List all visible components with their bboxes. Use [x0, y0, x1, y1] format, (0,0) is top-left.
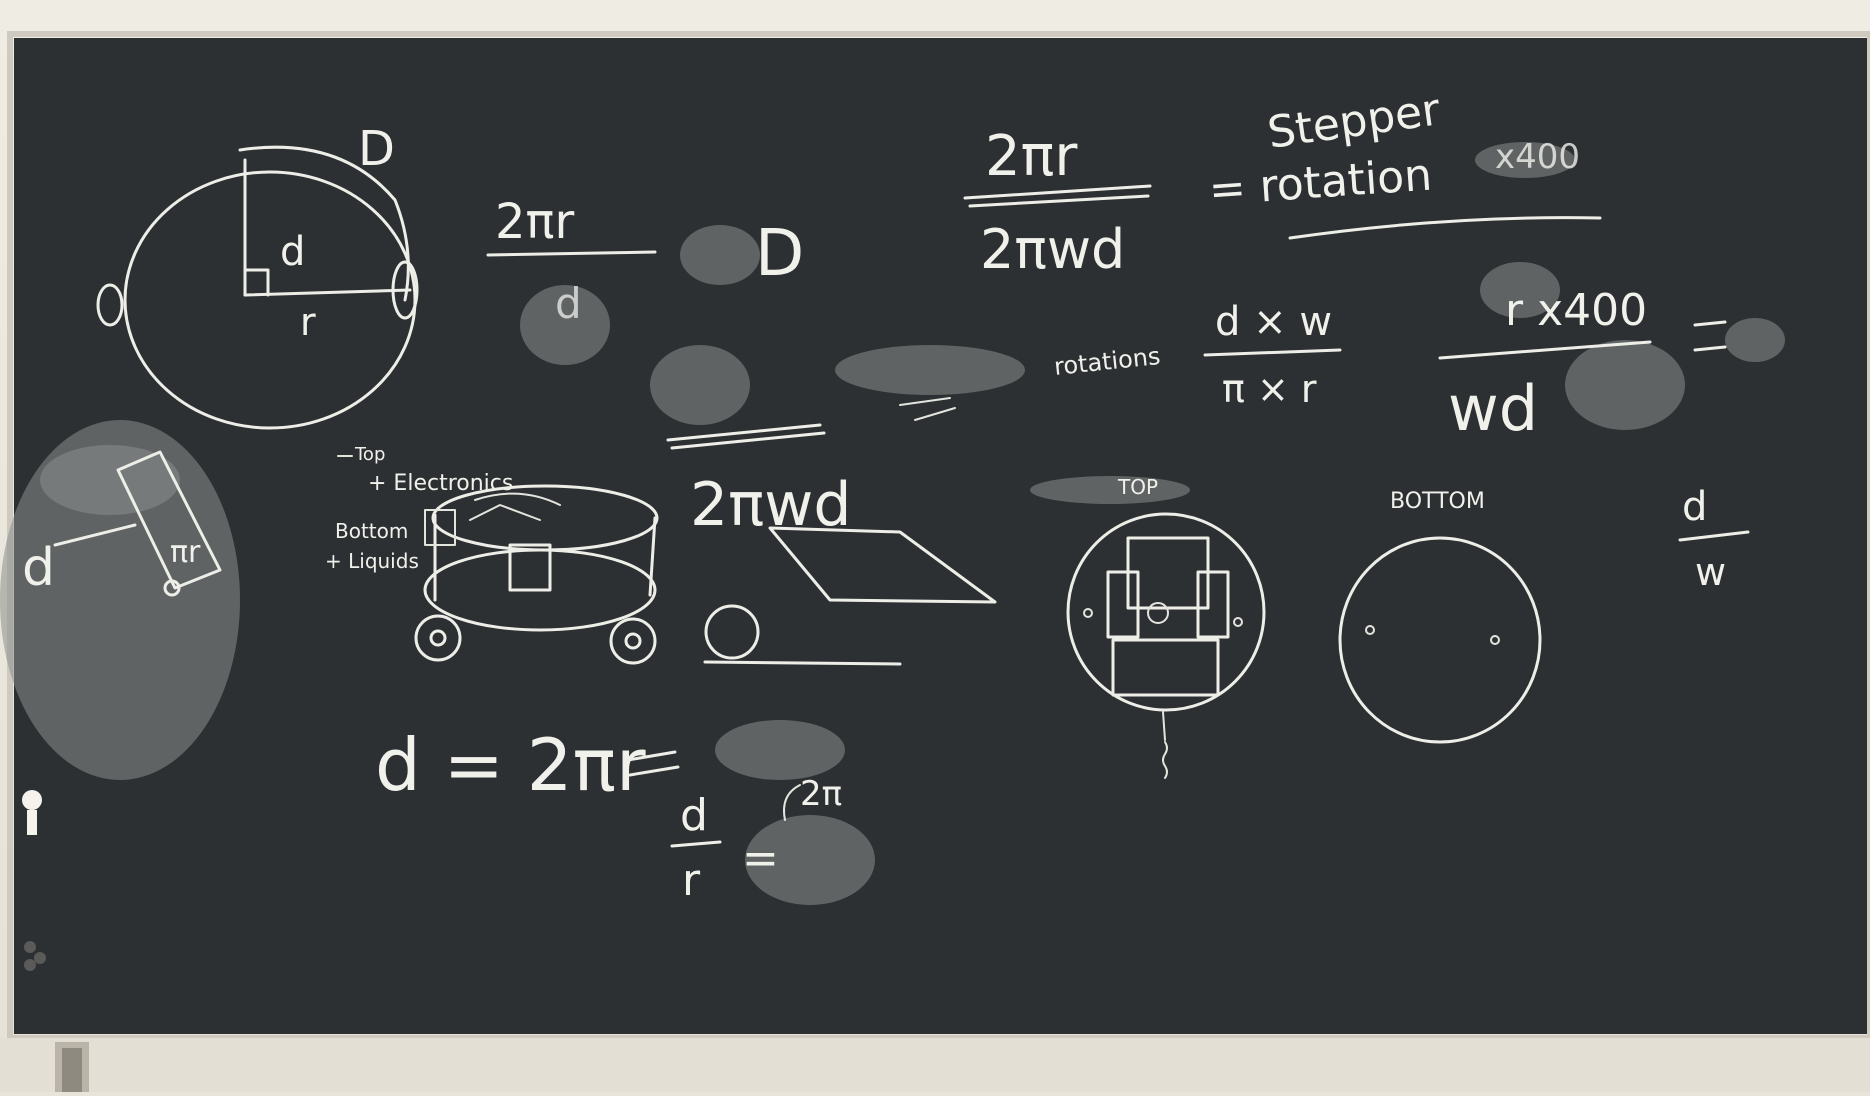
fraction4-denominator: wd [1448, 372, 1539, 445]
circle-label-d: d [280, 229, 306, 275]
right-fraction-numerator: d [1682, 484, 1708, 530]
ratio-equals: = [742, 833, 779, 884]
stepper-label: Stepper [1264, 84, 1444, 159]
fraction2-numerator: 2πr [985, 124, 1078, 189]
robot-label-electronics: + Electronics [368, 471, 514, 496]
ratio-rhs: 2π [800, 774, 843, 814]
circle-label-r: r [300, 300, 316, 344]
top-view-label: TOP [1118, 475, 1159, 499]
fraction1-denominator: d [555, 279, 582, 328]
fraction1-result: D [755, 217, 805, 291]
right-fraction-denominator: w [1695, 550, 1727, 594]
equation-d-2pir [375, 723, 678, 807]
rotation-label: = rotation [1207, 149, 1434, 216]
fraction3-numerator: d × w [1215, 299, 1333, 345]
ratio-denominator: r [682, 855, 701, 906]
wheel-label-pir: πr [170, 535, 201, 570]
main-equation: d = 2πr [375, 723, 646, 807]
big-fraction-denominator: 2πwd [690, 470, 852, 540]
chalk-tray [0, 1038, 1870, 1092]
fraction3-denominator: π × r [1222, 367, 1317, 411]
fraction2-denominator: 2πwd [980, 218, 1126, 281]
ratio-numerator: d [680, 790, 708, 841]
board-surface [14, 38, 1870, 1034]
bottom-view-label: BOTTOM [1390, 489, 1485, 514]
wheel-label-d: d [22, 538, 56, 598]
fraction4-numerator: r x400 [1505, 285, 1648, 336]
fraction1-numerator: 2πr [495, 194, 575, 250]
robot-label-bottom: Bottom [335, 519, 409, 543]
x400-label: x400 [1495, 137, 1581, 177]
robot-label-top: Top [355, 444, 386, 465]
robot-label-liquids: + Liquids [325, 549, 419, 573]
circle-label-D: D [358, 121, 395, 177]
rotations-label: rotations [1052, 341, 1162, 381]
